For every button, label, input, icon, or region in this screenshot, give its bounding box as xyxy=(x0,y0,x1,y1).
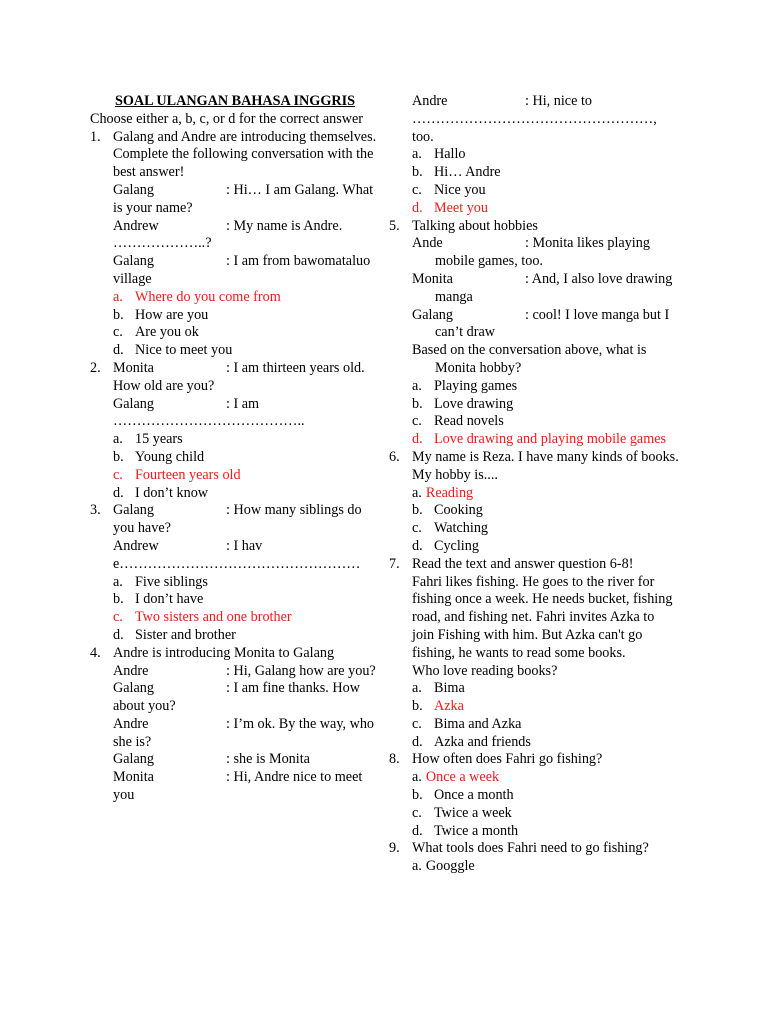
option-text: Nice to meet you xyxy=(135,342,233,359)
option-text: Cooking xyxy=(434,502,483,519)
option-text: Are you ok xyxy=(135,324,199,341)
speaker: Monita xyxy=(412,270,453,287)
option-letter: d. xyxy=(113,626,124,643)
option-d xyxy=(90,342,380,360)
option-c xyxy=(389,520,679,538)
question-7 xyxy=(389,556,679,681)
option-a xyxy=(389,146,679,164)
option-a xyxy=(389,378,679,396)
left-column xyxy=(90,93,380,805)
option-text: Sister and brother xyxy=(135,626,236,643)
option-a xyxy=(389,858,679,876)
question-1 xyxy=(90,129,380,182)
option-c xyxy=(90,609,380,627)
dialogue-text: : I have…………………………………………… xyxy=(113,537,361,572)
option-text: Hi… Andre xyxy=(434,164,501,181)
speaker: Galang xyxy=(412,306,453,323)
option-a xyxy=(90,289,380,307)
question-text: How often does Fahri go fishing? xyxy=(412,751,603,768)
option-letter: b. xyxy=(412,164,423,181)
option-letter: d. xyxy=(113,484,124,501)
option-text: Once a month xyxy=(434,787,514,804)
dialogue-text: : Hi, Galang how are you? xyxy=(226,662,376,679)
option-text: Azka and friends xyxy=(434,733,531,750)
option-letter: d. xyxy=(412,431,423,448)
option-text: Watching xyxy=(434,520,489,537)
option-a xyxy=(90,431,380,449)
option-letter: d. xyxy=(412,733,423,750)
option-letter: c. xyxy=(412,715,422,732)
option-text: Read novels xyxy=(434,413,504,430)
question-text: Talking about hobbies xyxy=(412,217,538,234)
option-d xyxy=(90,485,380,503)
question-text: Galang and Andre are introducing themselves. xyxy=(113,128,377,145)
option-text: Googgle xyxy=(425,858,475,875)
speaker: Galang xyxy=(113,181,154,198)
option-text: Fourteen years old xyxy=(135,466,241,483)
dialogue xyxy=(90,538,380,574)
option-letter: a. xyxy=(113,431,123,448)
option-text: Cycling xyxy=(434,537,479,554)
option-letter: b. xyxy=(113,591,124,608)
dialogue xyxy=(90,663,380,805)
speaker: Andre xyxy=(113,662,149,679)
dialogue xyxy=(90,396,380,432)
dialogue-text: : she is Monita xyxy=(226,751,310,768)
option-letter: b. xyxy=(412,787,423,804)
question-number: 5. xyxy=(389,217,400,234)
option-letter: d. xyxy=(412,537,423,554)
option-letter: a. xyxy=(412,484,422,501)
question-number: 8. xyxy=(389,751,400,768)
question-text: Based on the conversation above, what is Monita hobby? xyxy=(412,342,647,376)
reading-passage: Fahri likes fishing. He goes to the river for fishing once a week. He needs bucket, fishing road, and fishing net. Fahri invites Azka to join Fishing with him. But Azka can't go fishing, he wants to read some books. xyxy=(412,573,673,661)
option-c xyxy=(389,413,679,431)
speaker: Andre xyxy=(412,93,448,109)
question-5 xyxy=(389,218,679,378)
option-b xyxy=(389,502,679,520)
option-letter: c. xyxy=(412,181,422,198)
option-c xyxy=(90,467,380,485)
option-text: Bima and Azka xyxy=(434,715,522,732)
question-number: 4. xyxy=(90,644,101,661)
option-d xyxy=(389,200,679,218)
option-letter: a. xyxy=(412,146,422,163)
option-text: Love drawing xyxy=(434,395,514,412)
right-column xyxy=(389,93,679,876)
option-d xyxy=(389,431,679,449)
option-letter: a. xyxy=(113,288,123,305)
option-text: 15 years xyxy=(135,431,183,448)
question-8 xyxy=(389,751,679,769)
option-c xyxy=(389,182,679,200)
option-text: Bima xyxy=(434,680,465,697)
option-text: Nice you xyxy=(434,181,486,198)
option-text: Playing games xyxy=(434,377,518,394)
question-3 xyxy=(90,502,380,538)
option-letter: a. xyxy=(412,858,422,875)
option-b xyxy=(90,591,380,609)
speaker: Andre xyxy=(113,715,149,732)
question-4 xyxy=(90,645,380,663)
page-title: SOAL ULANGAN BAHASA INGGRIS xyxy=(114,93,356,109)
speaker: Galang xyxy=(113,395,154,412)
dialogue-text: : I am from bawomataluo village xyxy=(113,253,371,287)
question-9 xyxy=(389,840,679,858)
option-text: Five siblings xyxy=(135,573,208,590)
speaker: Galang xyxy=(113,253,154,270)
option-letter: b. xyxy=(412,502,423,519)
option-letter: c. xyxy=(113,609,123,626)
option-letter: c. xyxy=(113,466,123,483)
question-text: Complete the following conversation with the best answer! xyxy=(113,146,374,181)
question-text: My name is Reza. I have many kinds of books. My hobby is.... xyxy=(412,448,679,483)
question-number: 1. xyxy=(90,128,101,145)
option-c xyxy=(389,716,679,734)
option-d xyxy=(389,734,679,752)
speaker: Monita xyxy=(113,769,154,786)
dialogue-text: : I am fine thanks. How about you? xyxy=(113,680,360,715)
option-c xyxy=(90,324,380,342)
option-text: Young child xyxy=(135,448,205,465)
option-letter: a. xyxy=(412,377,422,394)
option-b xyxy=(389,787,679,805)
option-d xyxy=(389,823,679,841)
speaker: Ande xyxy=(412,235,443,252)
option-text: I don’t have xyxy=(135,591,204,608)
option-text: Two sisters and one brother xyxy=(135,609,292,626)
dialogue-text: : Hi… I am Galang. What is your name? xyxy=(113,181,374,216)
option-a xyxy=(90,574,380,592)
dialogue xyxy=(389,93,679,146)
option-letter: a. xyxy=(113,573,123,590)
question-number: 7. xyxy=(389,555,400,572)
option-b xyxy=(389,698,679,716)
question-number: 3. xyxy=(90,502,101,519)
option-b xyxy=(389,164,679,182)
speaker: Galang xyxy=(113,751,154,768)
question-text: Andre is introducing Monita to Galang xyxy=(113,644,335,661)
question-6 xyxy=(389,449,679,485)
option-letter: c. xyxy=(412,520,422,537)
option-a xyxy=(389,485,679,503)
option-text: How are you xyxy=(135,306,209,323)
dialogue-text: : Monita likes playing mobile games, too. xyxy=(435,235,650,270)
option-text: Where do you come from xyxy=(135,288,281,305)
option-a xyxy=(389,680,679,698)
dialogue-text: : I’m ok. By the way, who she is? xyxy=(113,715,375,750)
option-d xyxy=(389,538,679,556)
speaker: Andrew xyxy=(113,537,159,554)
option-letter: d. xyxy=(412,199,423,216)
question-text: Who love reading books? xyxy=(412,662,558,679)
option-text: Meet you xyxy=(434,199,488,216)
option-letter: a. xyxy=(412,769,422,786)
option-text: Twice a month xyxy=(434,822,519,839)
question-number: 9. xyxy=(389,840,400,857)
question-text: Read the text and answer question 6-8! xyxy=(412,555,634,572)
option-text: Reading xyxy=(425,484,474,501)
option-text: Hallo xyxy=(434,146,466,163)
option-c xyxy=(389,805,679,823)
dialogue-text: : And, I also love drawing manga xyxy=(435,270,673,305)
question-number: 2. xyxy=(90,359,101,376)
option-text: Once a week xyxy=(425,769,500,786)
dialogue-text: : Hi, nice to ……………………………………………, too. xyxy=(412,93,657,145)
option-text: Love drawing and playing mobile games xyxy=(434,431,667,448)
question-number: 6. xyxy=(389,448,400,465)
option-d xyxy=(90,627,380,645)
option-text: I don’t know xyxy=(135,484,209,501)
option-text: Twice a week xyxy=(434,804,512,821)
dialogue-text: : Hi, Andre nice to meet you xyxy=(113,769,363,804)
option-b xyxy=(389,396,679,414)
speaker: Andrew xyxy=(113,217,159,234)
dialogue-text: : I am ………………………………….. xyxy=(113,395,305,430)
option-letter: a. xyxy=(412,680,422,697)
speaker: Galang xyxy=(113,502,154,519)
option-letter: c. xyxy=(113,324,123,341)
dialogue-text: : I am thirteen years old. How old are you? xyxy=(113,359,365,394)
option-letter: b. xyxy=(412,395,423,412)
option-b xyxy=(90,449,380,467)
dialogue-text: : My name is Andre. ………………..? xyxy=(113,217,343,252)
option-letter: d. xyxy=(113,342,124,359)
question-text: What tools does Fahri need to go fishing? xyxy=(412,840,649,857)
option-letter: b. xyxy=(412,698,423,715)
option-text: Azka xyxy=(434,698,464,715)
dialogue-text: : cool! I love manga but I can’t draw xyxy=(435,306,670,341)
option-letter: b. xyxy=(113,306,124,323)
dialogue xyxy=(90,182,380,289)
instruction: Choose either a, b, c, or d for the correct answer xyxy=(90,110,363,127)
option-b xyxy=(90,307,380,325)
option-letter: b. xyxy=(113,448,124,465)
speaker: Monita xyxy=(113,359,154,376)
option-letter: c. xyxy=(412,804,422,821)
option-letter: c. xyxy=(412,413,422,430)
option-letter: d. xyxy=(412,822,423,839)
option-a xyxy=(389,769,679,787)
speaker: Galang xyxy=(113,680,154,697)
dialogue-text: : How many siblings do you have? xyxy=(113,502,362,537)
question-2 xyxy=(90,360,380,396)
